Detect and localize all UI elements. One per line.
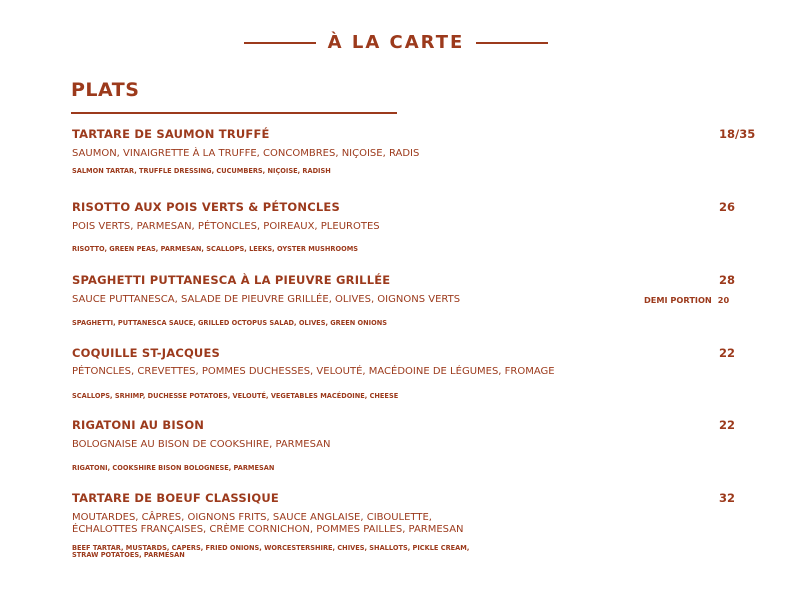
dish-description-en: RISOTTO, GREEN PEAS, PARMESAN, SCALLOPS, LEEKS, OYSTER MUSHROOMS: [72, 245, 359, 253]
dish-description-en: BEEF TARTAR, MUSTARDS, CAPERS, FRIED ONIONS, WORCESTERSHIRE, CHIVES, SHALLOTS, PICKLE CREAM,: [72, 544, 470, 552]
section-title: PLATS: [71, 79, 140, 101]
dish-price: 26: [719, 200, 736, 214]
dish-price: 18/35: [719, 127, 756, 141]
dish-description-en: SPAGHETTI, PUTTANESCA SAUCE, GRILLED OCTOPUS SALAD, OLIVES, GREEN ONIONS: [72, 319, 388, 327]
menu-title: À LA CARTE: [327, 32, 465, 53]
header-right-rule: [476, 42, 548, 44]
half-portion: [644, 295, 729, 305]
dish-description-fr: SAUMON, VINAIGRETTE À LA TRUFFE, CONCOMBRES, NIÇOISE, RADIS: [72, 148, 420, 159]
dish-description-fr: ÉCHALOTTES FRANÇAISES, CRÈME CORNICHON, POMMES PAILLES, PARMESAN: [72, 524, 464, 535]
dish-name: TARTARE DE SAUMON TRUFFÉ: [72, 127, 270, 141]
dish-price: 22: [719, 346, 736, 360]
dish-description-fr: MOUTARDES, CÂPRES, OIGNONS FRITS, SAUCE ANGLAISE, CIBOULETTE,: [72, 512, 432, 523]
dish-description-fr: BOLOGNAISE AU BISON DE COOKSHIRE, PARMESAN: [72, 439, 331, 450]
dish-description-en: RIGATONI, COOKSHIRE BISON BOLOGNESE, PARMESAN: [72, 464, 275, 472]
dish-name: TARTARE DE BOEUF CLASSIQUE: [72, 491, 279, 505]
dish-name: RISOTTO AUX POIS VERTS & PÉTONCLES: [72, 200, 340, 214]
half-portion-price: 20: [717, 295, 730, 305]
dish-description-fr: SAUCE PUTTANESCA, SALADE DE PIEUVRE GRILLÉE, OLIVES, OIGNONS VERTS: [72, 294, 461, 305]
dish-description-fr: POIS VERTS, PARMESAN, PÉTONCLES, POIREAUX, PLEUROTES: [72, 221, 380, 232]
dish-description-fr: PÉTONCLES, CREVETTES, POMMES DUCHESSES, VELOUTÉ, MACÉDOINE DE LÉGUMES, FROMAGE: [72, 366, 555, 377]
dish-description-en: STRAW POTATOES, PARMESAN: [72, 551, 185, 559]
dish-price: 32: [719, 491, 736, 505]
half-portion-label: DEMI PORTION: [644, 295, 712, 305]
dish-price: 28: [719, 273, 736, 287]
dish-description-en: SALMON TARTAR, TRUFFLE DRESSING, CUCUMBERS, NIÇOISE, RADISH: [72, 167, 331, 175]
dish-description-en: SCALLOPS, SRHIMP, DUCHESSE POTATOES, VELOUTÉ, VEGETABLES MACÉDOINE, CHEESE: [72, 392, 399, 400]
header-left-rule: [244, 42, 316, 44]
menu-header: [0, 32, 792, 53]
dish-name: RIGATONI AU BISON: [72, 418, 205, 432]
dish-price: 22: [719, 418, 736, 432]
section-divider: [71, 112, 397, 114]
dish-name: COQUILLE ST-JACQUES: [72, 346, 221, 360]
dish-name: SPAGHETTI PUTTANESCA À LA PIEUVRE GRILLÉE: [72, 273, 391, 287]
